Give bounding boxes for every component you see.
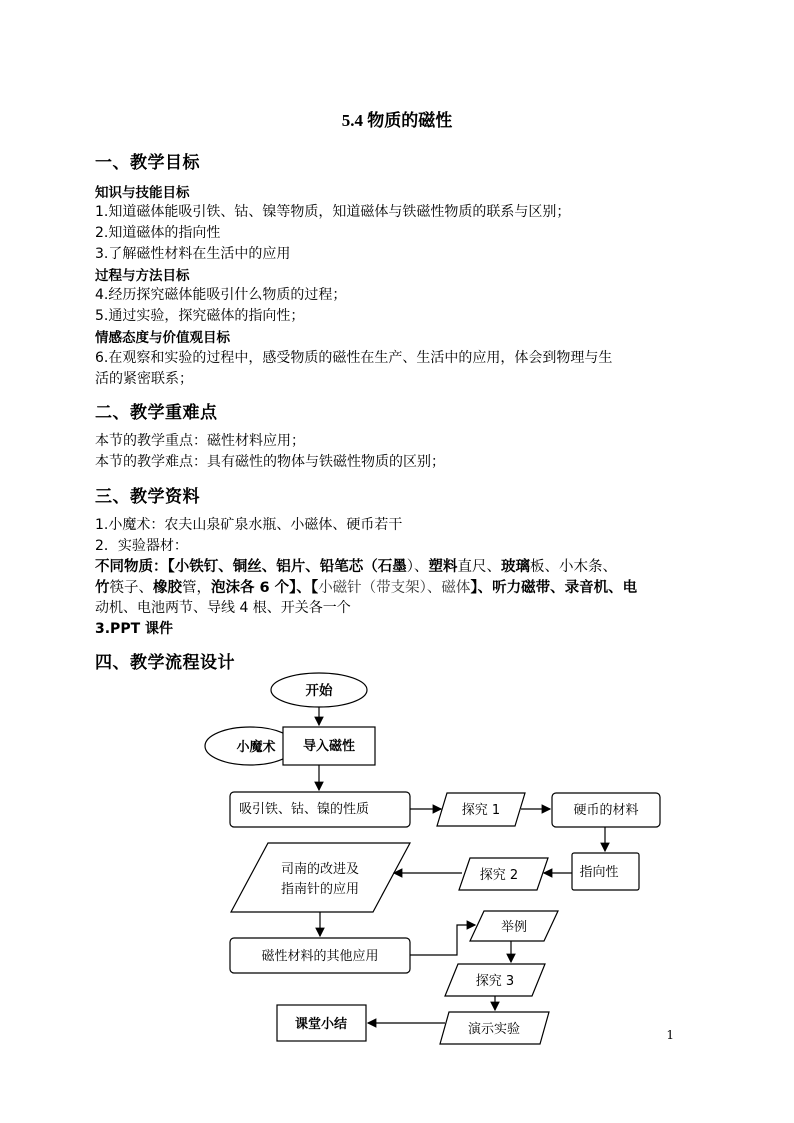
attract-label: 吸引铁、钴、镍的性质 bbox=[238, 802, 370, 817]
start-label: 开始 bbox=[305, 683, 333, 699]
goal-line-4: 4.经历探究磁体能吸引什么物质的过程； bbox=[95, 287, 347, 303]
demo-label: 演示实验 bbox=[467, 1022, 521, 1037]
section-heading-materials: 三、教学资料 bbox=[95, 487, 200, 507]
goal-line-5: 5.通过实验，探究磁体的指向性； bbox=[95, 308, 305, 324]
material-text: 板、小木条、 bbox=[530, 559, 617, 575]
material-text: 各 6 个】、【 bbox=[240, 580, 319, 596]
goal-line-1: 1.知道磁体能吸引铁、钴、镍等物质，知道磁体与铁磁性物质的联系与区别； bbox=[95, 204, 571, 220]
material-text: 玻璃 bbox=[501, 559, 530, 575]
material-text: 小磁针（带支架）、磁体 bbox=[318, 580, 471, 596]
material-line-1: 1.小魔术：农夫山泉矿泉水瓶、小磁体、硬币若干 bbox=[95, 517, 403, 533]
material-text: 直尺、 bbox=[457, 559, 501, 575]
page-title: 5.4 物质的磁性 bbox=[341, 111, 453, 130]
material-line-2: 2．实验器材： bbox=[95, 538, 188, 554]
material-text: 石墨 bbox=[377, 559, 407, 575]
explore3-label: 探究 3 bbox=[475, 974, 515, 989]
material-text: 筷子、 bbox=[109, 580, 153, 596]
compass-label-2: 指南针的应用 bbox=[280, 882, 360, 897]
material-text: ）、 bbox=[406, 559, 429, 575]
goal-line-6b: 活的紧密联系； bbox=[95, 371, 193, 387]
direction-label: 指向性 bbox=[579, 865, 619, 880]
example-label: 举例 bbox=[500, 920, 528, 935]
material-text: 橡胶 bbox=[153, 580, 182, 596]
key-point-line: 本节的教学重点：磁性材料应用； bbox=[95, 433, 305, 449]
summary-label: 课堂小结 bbox=[294, 1017, 348, 1032]
coin-label: 硬币的材料 bbox=[573, 803, 639, 818]
compass-node bbox=[231, 843, 410, 912]
magic-label: 小魔术 bbox=[236, 740, 276, 755]
material-line-5: 动机、电池两节、导线 4 根、开关各一个 bbox=[95, 600, 351, 616]
section-heading-flow: 四、教学流程设计 bbox=[95, 653, 235, 673]
material-text: 管， bbox=[182, 580, 211, 596]
goal-line-2: 2.知道磁体的指向性 bbox=[95, 225, 221, 241]
compass-label-1: 司南的改进及 bbox=[280, 862, 360, 877]
material-line-6: 3.PPT 课件 bbox=[95, 621, 174, 637]
section-heading-key-points: 二、教学重难点 bbox=[95, 403, 218, 423]
goal-line-6a: 6.在观察和实验的过程中，感受物质的磁性在生产、生活中的应用，体会到物理与生 bbox=[95, 350, 613, 366]
explore1-label: 探究 1 bbox=[461, 803, 501, 818]
material-text: ：【小铁钉、铜丝、铝片、铅笔芯（ bbox=[153, 559, 378, 575]
subheading-process: 过程与方法目标 bbox=[95, 268, 190, 284]
section-heading-goals: 一、教学目标 bbox=[95, 153, 200, 173]
arrow-other-example bbox=[410, 925, 475, 955]
page-number: 1 bbox=[666, 1028, 674, 1042]
intro-label: 导入磁性 bbox=[302, 739, 356, 754]
material-text: 泡沫 bbox=[211, 580, 240, 596]
goal-line-3: 3.了解磁性材料在生活中的应用 bbox=[95, 246, 291, 262]
difficulty-line: 本节的教学难点：具有磁性的物体与铁磁性物质的区别； bbox=[95, 454, 445, 470]
different-substances-label: 不同物质 bbox=[95, 559, 153, 575]
material-text: 塑料 bbox=[428, 559, 458, 575]
subheading-attitude: 情感态度与价值观目标 bbox=[95, 330, 230, 346]
other-label: 磁性材料的其他应用 bbox=[261, 949, 379, 964]
explore2-label: 探究 2 bbox=[479, 868, 519, 883]
subheading-knowledge: 知识与技能目标 bbox=[95, 185, 190, 201]
material-text: 竹 bbox=[95, 580, 110, 596]
material-text: 】、听力磁带、录音机、电 bbox=[470, 580, 638, 596]
